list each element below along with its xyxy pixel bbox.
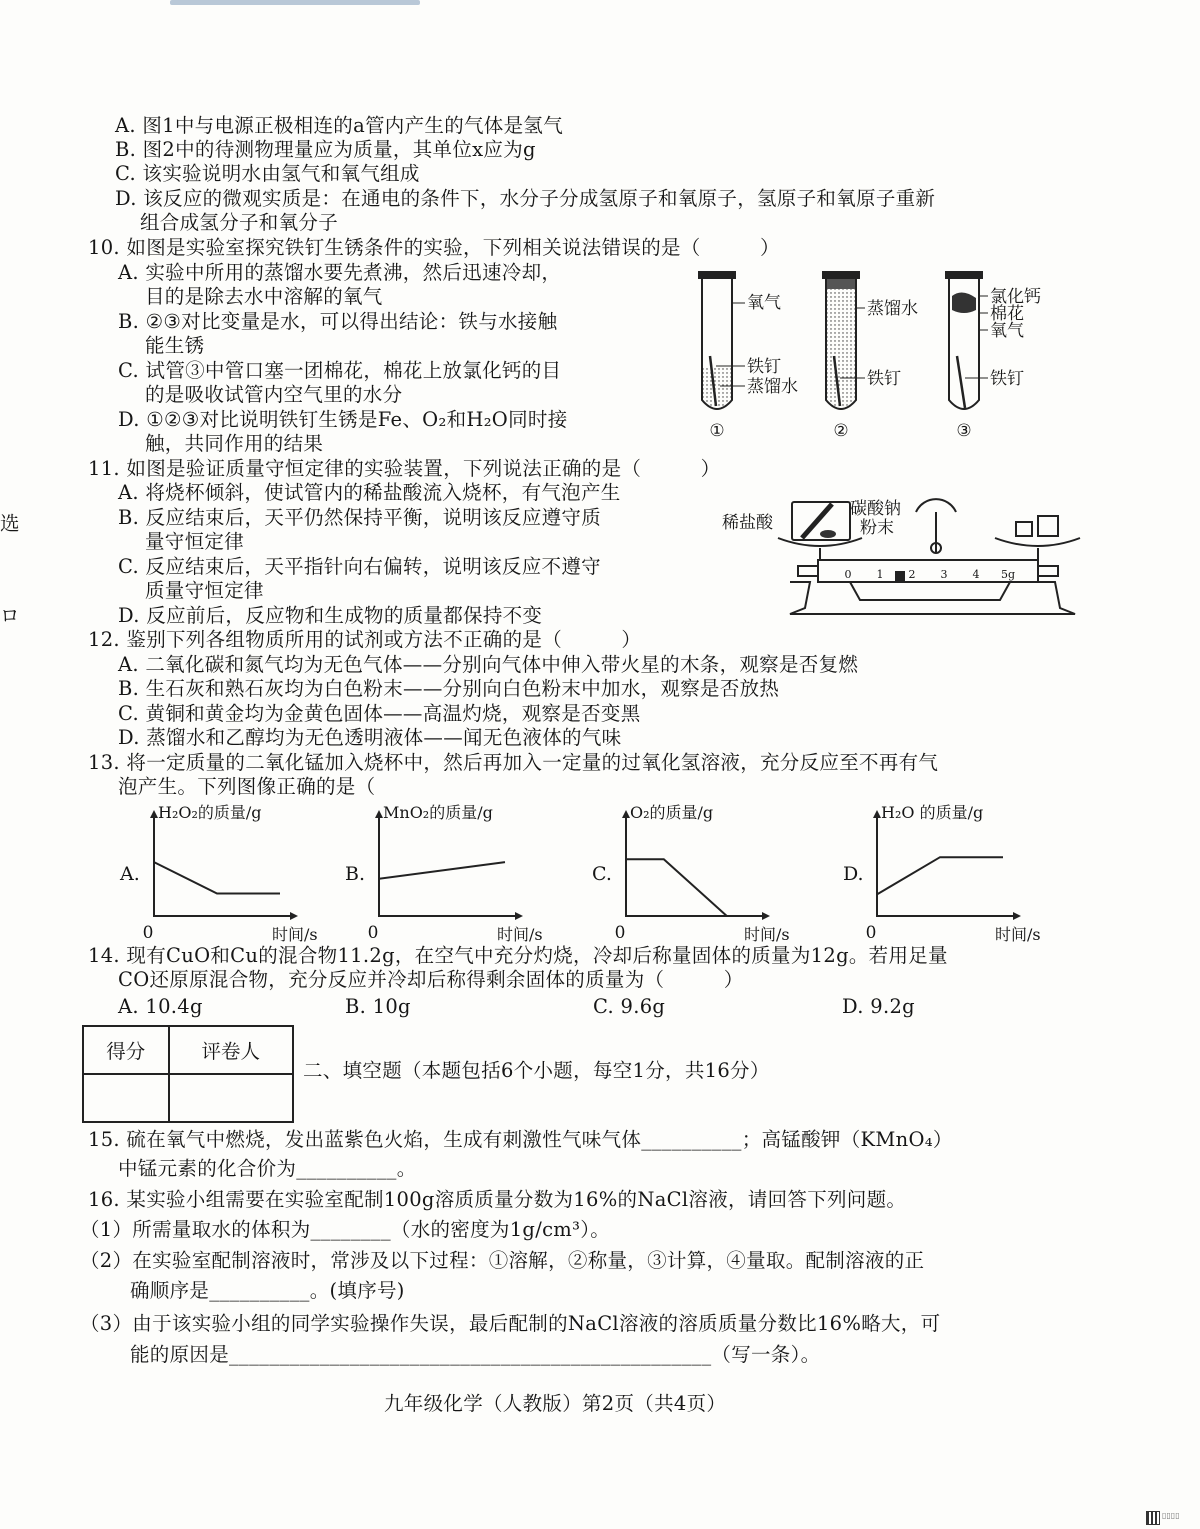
text-line: B. 10g bbox=[345, 995, 411, 1018]
x-axis-label: 时间/s bbox=[497, 925, 543, 944]
grader-header: 评卷人 bbox=[169, 1026, 293, 1074]
scale-tick-label: 5g bbox=[1000, 568, 1016, 581]
text-line: D. ①②③对比说明铁钉生锈是Fe、O₂和H₂O同时接 bbox=[118, 408, 568, 431]
score-header: 得分 bbox=[83, 1026, 169, 1074]
text-line: A. 二氧化碳和氮气均为无色气体——分别向气体中伸入带火星的木条，观察是否复燃 bbox=[118, 653, 859, 676]
text-line: A. 图1中与电源正极相连的a管内产生的气体是氢气 bbox=[115, 114, 564, 137]
y-axis-label: H₂O 的质量/g bbox=[881, 803, 984, 822]
watermark: ▯▯▯▯ bbox=[1162, 1511, 1180, 1520]
y-axis-label: O₂的质量/g bbox=[630, 803, 714, 822]
text-line: 质量守恒定律 bbox=[145, 579, 264, 602]
figure-label: 碳酸钠 bbox=[850, 499, 901, 519]
text-line: D. 9.2g bbox=[842, 995, 915, 1018]
series-line bbox=[379, 862, 505, 879]
text-line: ロ bbox=[0, 604, 20, 627]
qr-code-icon bbox=[1146, 1511, 1160, 1525]
chart-option bbox=[843, 803, 1041, 944]
text-line: 15. 硫在氧气中燃烧，发出蓝紫色火焰，生成有刺激性气味气体__________；高锰酸钾（KMnO₄） bbox=[88, 1128, 953, 1151]
origin-label: 0 bbox=[865, 923, 877, 943]
tube-number: ① bbox=[709, 421, 725, 441]
x-axis-arrow bbox=[1013, 912, 1021, 920]
text-line: C. 9.6g bbox=[593, 995, 666, 1018]
series-line bbox=[877, 857, 1003, 894]
grader-cell bbox=[169, 1074, 293, 1122]
x-axis-arrow bbox=[762, 912, 770, 920]
chart-axes bbox=[877, 812, 1019, 916]
test-tube-3 bbox=[945, 271, 988, 409]
scale-tick-label: 1 bbox=[876, 568, 884, 581]
text-line: D. 蒸馏水和乙醇均为无色透明液体——闻无色液体的气味 bbox=[118, 726, 622, 749]
text-line: 目的是除去水中溶解的氧气 bbox=[145, 285, 383, 308]
test-tube-2 bbox=[822, 271, 865, 409]
test-tube-1 bbox=[698, 271, 745, 409]
tube-number: ③ bbox=[956, 421, 972, 441]
scale-tick-label: 2 bbox=[908, 568, 916, 581]
chart-option bbox=[592, 803, 790, 944]
text-line: D. 反应前后，反应物和生成物的质量都保持不变 bbox=[118, 604, 543, 627]
scale-tick-label: 4 bbox=[972, 568, 980, 581]
text-line: 选 bbox=[0, 512, 20, 535]
text-line: 二、填空题（本题包括6个小题，每空1分，共16分） bbox=[303, 1059, 770, 1082]
y-axis-label: H₂O₂的质量/g bbox=[158, 803, 262, 822]
figure-label: 铁钉 bbox=[747, 357, 781, 377]
origin-label: 0 bbox=[367, 923, 379, 943]
text-line: D. 该反应的微观实质是：在通电的条件下，水分子分成氢原子和氧原子，氢原子和氧原子重新 bbox=[115, 187, 936, 210]
chart-option bbox=[345, 803, 543, 944]
option-label: C. bbox=[592, 863, 612, 885]
text-line: 量守恒定律 bbox=[145, 530, 245, 553]
text-line: 16. 某实验小组需要在实验室配制100g溶质质量分数为16%的NaCl溶液，请回答下列问题。 bbox=[88, 1188, 907, 1211]
text-line: 11. 如图是验证质量守恒定律的实验装置，下列说法正确的是（ ） bbox=[88, 457, 721, 480]
text-line: 的是吸收试管内空气里的水分 bbox=[145, 383, 403, 406]
text-line: （3）由于该实验小组的同学实验操作失误，最后配制的NaCl溶液的溶质质量分数比16%略大，可 bbox=[80, 1312, 941, 1335]
top-edge-strip bbox=[170, 0, 420, 5]
figure-label: 铁钉 bbox=[867, 369, 901, 389]
origin-label: 0 bbox=[142, 923, 154, 943]
score-cell bbox=[83, 1074, 169, 1122]
text-line: 13. 将一定质量的二氧化锰加入烧杯中，然后再加入一定量的过氧化氢溶液，充分反应至不再有气 bbox=[88, 751, 939, 774]
chart-axes bbox=[154, 812, 296, 916]
scale-tick-label: 3 bbox=[940, 568, 948, 581]
text-line: 触，共同作用的结果 bbox=[145, 432, 324, 455]
y-axis-arrow bbox=[375, 810, 383, 818]
text-line: 能生锈 bbox=[145, 334, 205, 357]
option-label: D. bbox=[843, 863, 864, 885]
text-line: C. 试管③中管口塞一团棉花，棉花上放氯化钙的目 bbox=[118, 359, 562, 382]
x-axis-arrow bbox=[290, 912, 298, 920]
figure-label: 棉花 bbox=[990, 304, 1024, 324]
figure-label: 铁钉 bbox=[990, 369, 1024, 389]
q13-graph-options bbox=[110, 798, 1041, 944]
balance-apparatus bbox=[778, 499, 1080, 614]
text-line: 能的原因是________________________________________________（写一条）。 bbox=[130, 1343, 821, 1366]
chart-axes bbox=[626, 812, 768, 916]
text-line: CO还原原混合物，充分反应并冷却后称得剩余固体的质量为（ ） bbox=[118, 968, 744, 991]
figure-label: 氧气 bbox=[990, 321, 1024, 341]
y-axis-arrow bbox=[873, 810, 881, 818]
chart-option bbox=[119, 803, 318, 944]
option-label: A. bbox=[120, 863, 140, 885]
text-line: B. 图2中的待测物理量应为质量，其单位x应为g bbox=[115, 138, 536, 161]
text-line: 14. 现有CuO和Cu的混合物11.2g，在空气中充分灼烧，冷却后称量固体的质量为12g。若用足量 bbox=[88, 944, 948, 967]
score-table bbox=[82, 1025, 294, 1123]
text-line: 12. 鉴别下列各组物质所用的试剂或方法不正确的是（ ） bbox=[88, 628, 642, 651]
x-axis-arrow bbox=[515, 912, 523, 920]
text-line: C. 反应结束后，天平指针向右偏转，说明该反应不遵守 bbox=[118, 555, 601, 578]
figure-label: 氯化钙 bbox=[990, 287, 1041, 307]
option-label: B. bbox=[345, 863, 366, 885]
origin-label: 0 bbox=[614, 923, 626, 943]
text-line: A. 将烧杯倾斜，使试管内的稀盐酸流入烧杯，有气泡产生 bbox=[118, 481, 621, 504]
figure-label: 蒸馏水 bbox=[867, 299, 918, 319]
text-line: B. 生石灰和熟石灰均为白色粉末——分别向白色粉末中加水，观察是否放热 bbox=[118, 677, 780, 700]
figure-label: 蒸馏水 bbox=[747, 377, 798, 397]
figure-label: 稀盐酸 bbox=[722, 513, 773, 533]
text-line: B. ②③对比变量是水，可以得出结论：铁与水接触 bbox=[118, 310, 558, 333]
text-line: （2）在实验室配制溶液时，常涉及以下过程：①溶解，②称量，③计算，④量取。配制溶液的正 bbox=[80, 1249, 925, 1272]
figure-q11-balance bbox=[720, 496, 1090, 626]
y-axis-label: MnO₂的质量/g bbox=[383, 803, 493, 822]
figure-label: 氧气 bbox=[747, 293, 781, 313]
text-line: B. 反应结束后，天平仍然保持平衡，说明该反应遵守质 bbox=[118, 506, 602, 529]
series-line bbox=[626, 859, 727, 916]
text-line: 九年级化学（人教版）第2页（共4页） bbox=[384, 1392, 727, 1415]
text-line: A. 实验中所用的蒸馏水要先煮沸，然后迅速冷却， bbox=[118, 261, 562, 284]
text-line: 10. 如图是实验室探究铁钉生锈条件的实验，下列相关说法错误的是（ ） bbox=[88, 236, 780, 259]
text-line: 组合成氢分子和氧分子 bbox=[140, 211, 339, 234]
series-line bbox=[154, 862, 280, 893]
text-line: 泡产生。下列图像正确的是（ bbox=[118, 775, 376, 798]
text-line: 确顺序是__________。(填序号) bbox=[130, 1279, 405, 1302]
chart-axes bbox=[379, 812, 521, 916]
y-axis-arrow bbox=[622, 810, 630, 818]
scale-tick-label: 0 bbox=[844, 568, 852, 581]
tube-number: ② bbox=[833, 421, 849, 441]
text-line: A. 10.4g bbox=[118, 995, 203, 1018]
text-line: 中锰元素的化合价为__________。 bbox=[118, 1157, 417, 1180]
text-line: （1）所需量取水的体积为________（水的密度为1g/cm³）。 bbox=[80, 1218, 611, 1241]
figure-label: 粉末 bbox=[860, 518, 894, 538]
figure-q10-test-tubes bbox=[690, 268, 1090, 446]
x-axis-label: 时间/s bbox=[995, 925, 1041, 944]
text-line: C. 黄铜和黄金均为金黄色固体——高温灼烧，观察是否变黑 bbox=[118, 702, 641, 725]
x-axis-label: 时间/s bbox=[272, 925, 318, 944]
y-axis-arrow bbox=[150, 810, 158, 818]
text-line: C. 该实验说明水由氢气和氧气组成 bbox=[115, 162, 420, 185]
x-axis-label: 时间/s bbox=[744, 925, 790, 944]
